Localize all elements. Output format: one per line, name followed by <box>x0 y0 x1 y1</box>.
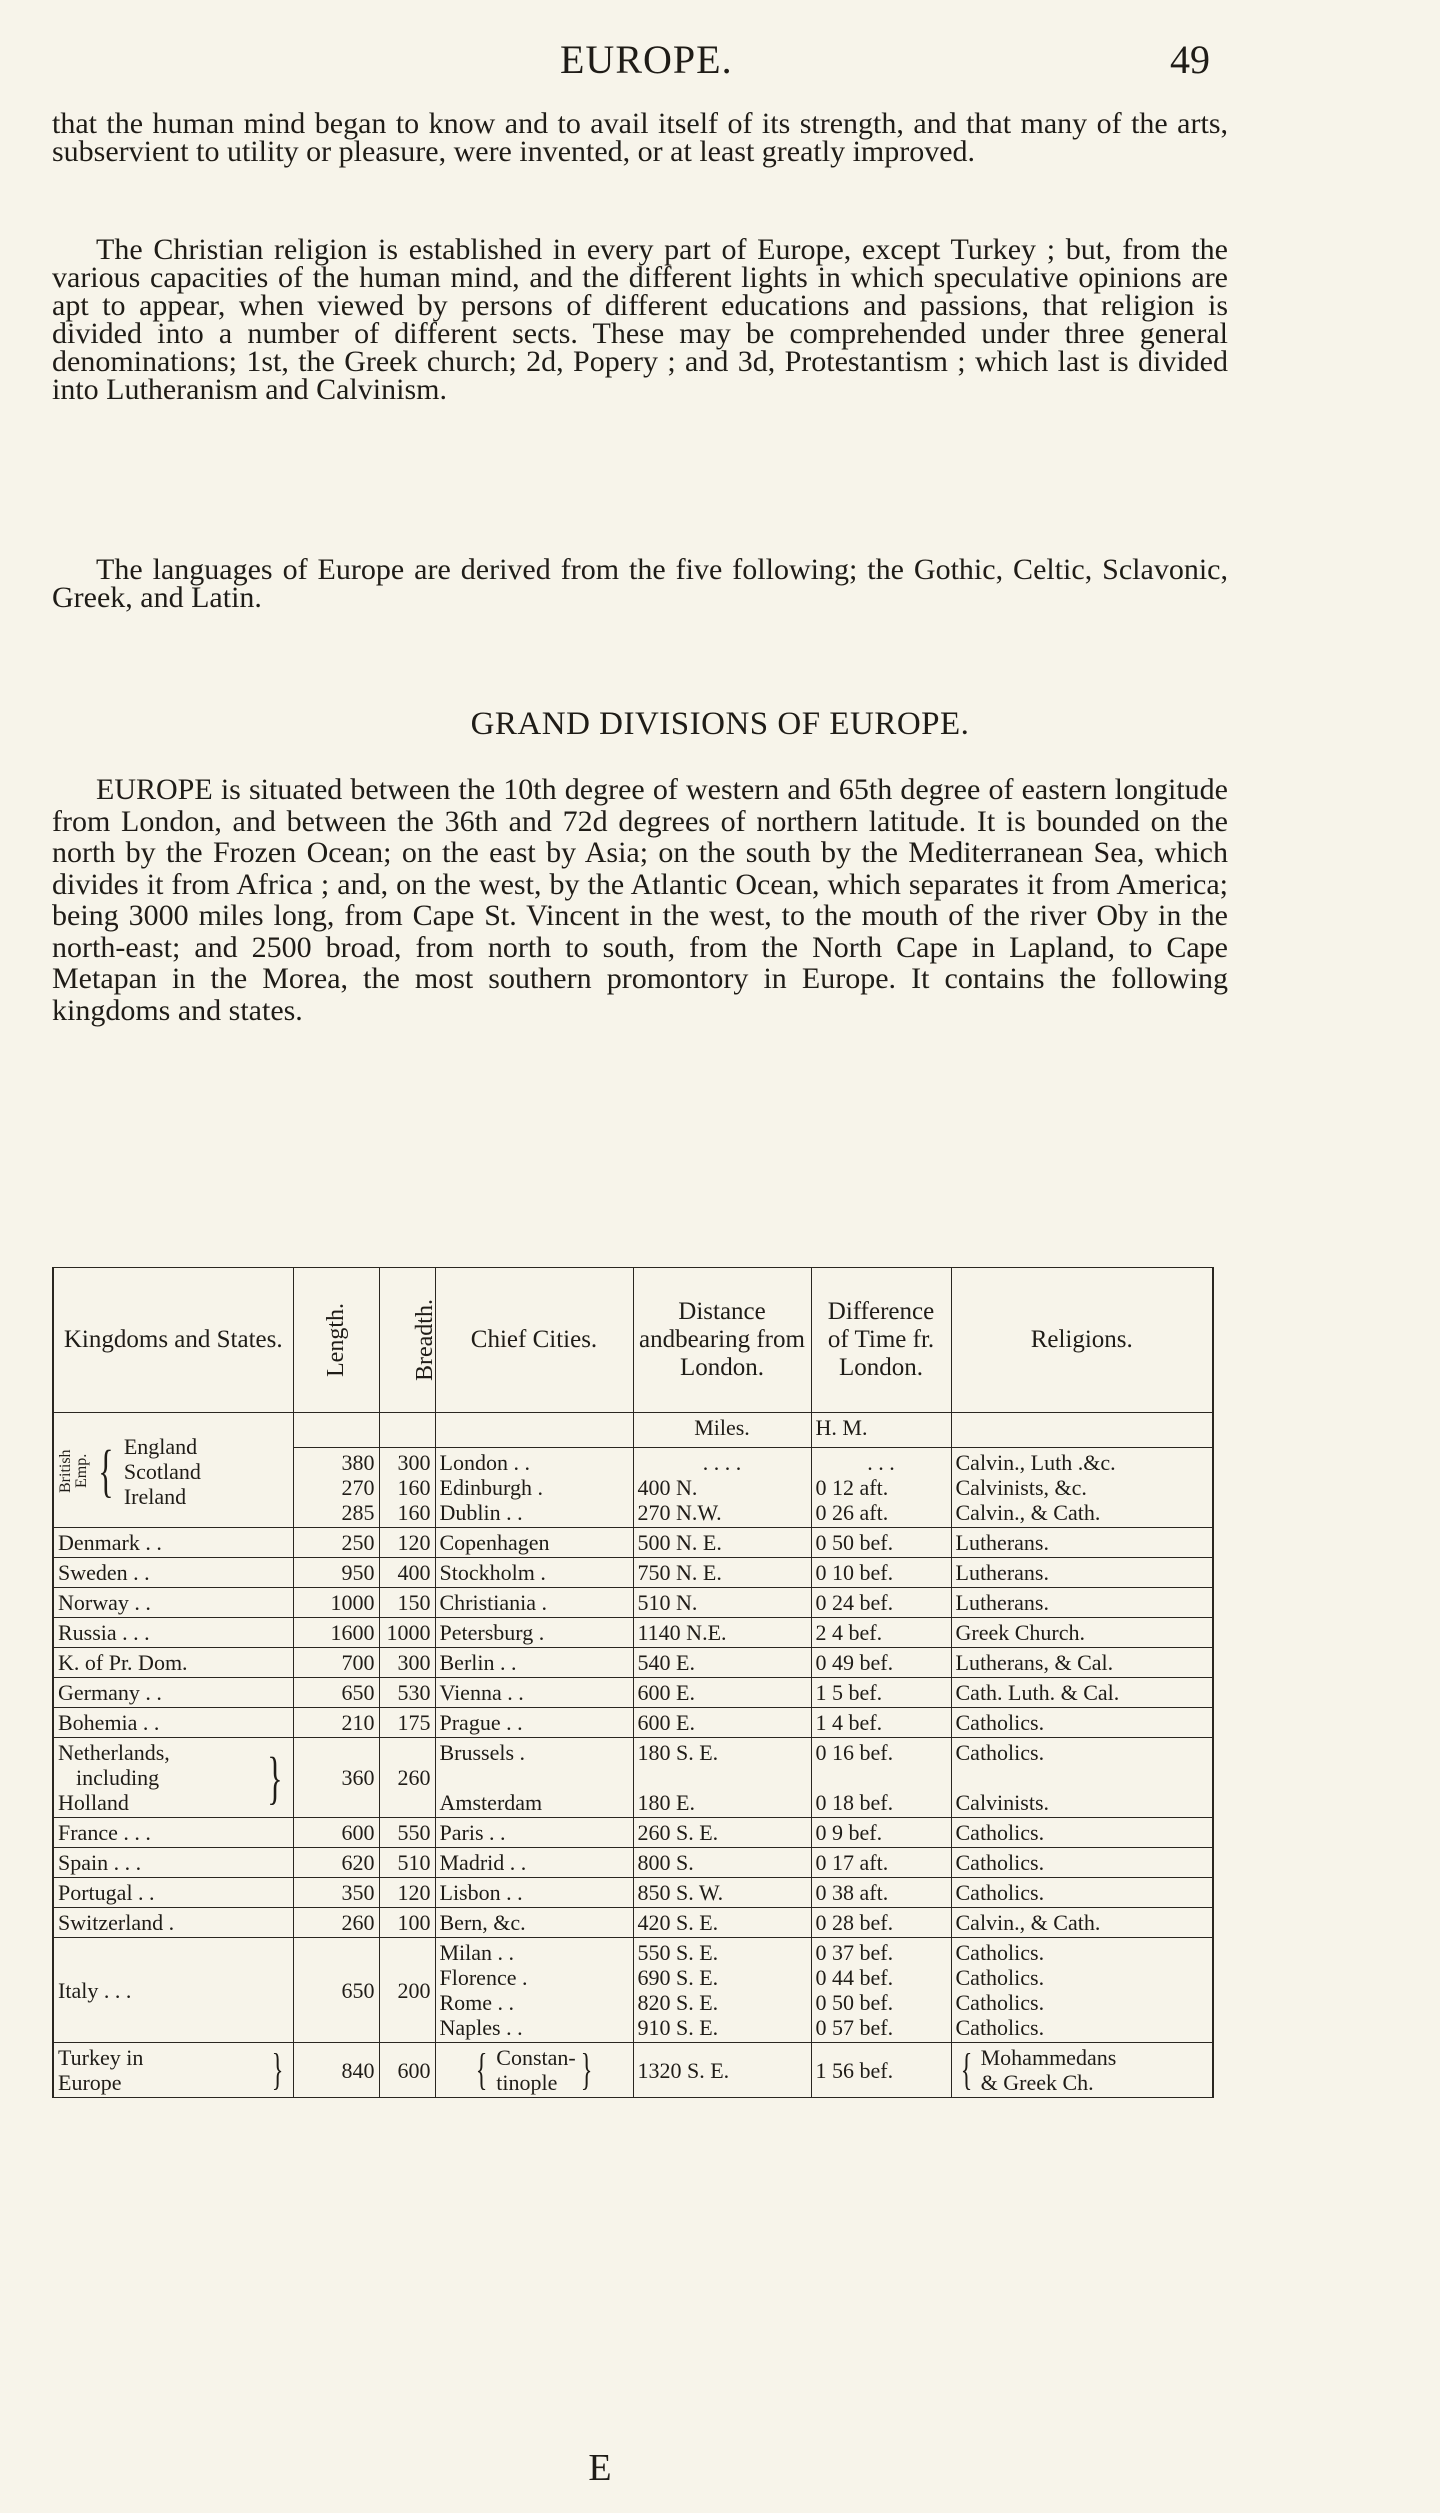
italy-distances <box>633 1938 811 2043</box>
cell-time: 0 12 aft. <box>815 1475 889 1500</box>
time-list <box>816 1740 947 1815</box>
cell-distance: 1320 S. E. <box>633 2043 811 2098</box>
cell-breadth: 530 <box>379 1678 435 1708</box>
cell-state-turkey <box>53 2043 293 2098</box>
table-row-turkey <box>53 2043 1213 2098</box>
cell-breadth: 300 <box>379 1648 435 1678</box>
table-row <box>53 1558 1213 1588</box>
cell-religion: Catholics. <box>951 1818 1213 1848</box>
units-distance: Miles. <box>633 1413 811 1448</box>
units-breadth <box>379 1413 435 1448</box>
cell-distance: 1140 N.E. <box>633 1618 811 1648</box>
table-row <box>53 1648 1213 1678</box>
cell-religion: Cath. Luth. & Cal. <box>951 1678 1213 1708</box>
british-label <box>58 1436 90 1506</box>
cell-city: Florence . <box>439 1965 528 1990</box>
italy-times <box>811 1938 951 2043</box>
cell-time: 1 4 bef. <box>811 1708 951 1738</box>
cell-breadth: 100 <box>379 1908 435 1938</box>
cell-state: K. of Pr. Dom. <box>53 1648 293 1678</box>
cell-breadth: 150 <box>379 1588 435 1618</box>
netherlands-cities <box>435 1738 633 1818</box>
cell-length: 650 <box>293 1938 379 2043</box>
paragraph-2: The Christian religion is established in every part of Europe, except Turkey ; but, from the various capacities of the human mind, and the different lights in which speculative opinions are apt to appear, when viewed by persons of different educations and passions, that religion is divided into a number of different sects. These may be comprehended under three general denominations; 1st, the Greek church; 2d, Popery ; and 3d, Protestantism ; which last is divided into Lutheranism and Calvinism. <box>52 233 1228 406</box>
british-times <box>811 1448 951 1528</box>
cell-religion: Calvin., Luth .&c. <box>955 1450 1116 1475</box>
divisions-table-container <box>52 1267 1212 2098</box>
netherlands-distances <box>633 1738 811 1818</box>
cell-breadth: 175 <box>379 1708 435 1738</box>
page-number: 49 <box>1170 37 1210 82</box>
cell-distance: 540 E. <box>633 1648 811 1678</box>
cell-time: 0 24 bef. <box>811 1588 951 1618</box>
table-row-italy <box>53 1938 1213 2043</box>
cell-distance: 550 S. E. <box>637 1940 719 1965</box>
british-states <box>124 1434 201 1509</box>
cell-distance: 910 S. E. <box>637 2015 719 2040</box>
city-line: Constan- <box>496 2045 576 2070</box>
turkey-religion-group <box>956 2045 1209 2095</box>
running-title: EUROPE. <box>560 37 733 82</box>
cell-city: Madrid . . <box>435 1848 633 1878</box>
right-brace-icon: } <box>580 2045 593 2094</box>
header-breadth <box>379 1268 438 1413</box>
cell-city: Rome . . <box>439 1990 515 2015</box>
cell-time: 1 56 bef. <box>811 2043 951 2098</box>
cell-religion: Catholics. <box>951 1708 1213 1738</box>
paragraph-4: EUROPE is situated between the 10th degree of western and 65th degree of eastern longitude from London, and between the 36th and 72d degrees of northern latitude. It is bounded on the north by the Frozen Ocean; on the east by Asia; on the south by the Mediterranean Sea, which divides it from Africa ; and, on the west, by the Atlantic Ocean, which separates it from America; being 3000 miles long, from Cape St. Vincent in the west, to the mouth of the river Oby in the north-east; and 2500 broad, from north to south, from the North Cape in Lapland, to Cape Metapan in the Morea, the most southern promontory in Europe. It contains the following kingdoms and states. <box>52 773 1228 1027</box>
cell-city: Brussels . <box>439 1740 526 1765</box>
cell-city: Berlin . . <box>435 1648 633 1678</box>
cell-state: Bohemia . . <box>53 1708 293 1738</box>
cell-breadth: 1000 <box>379 1618 435 1648</box>
netherlands-line: Netherlands, <box>58 1740 170 1765</box>
spacer <box>440 1765 629 1790</box>
cell-state-netherlands <box>53 1738 293 1818</box>
british-religions <box>951 1448 1213 1528</box>
cell-city: Amsterdam <box>439 1790 543 1815</box>
cell-state: Germany . . <box>53 1678 293 1708</box>
cell-breadth: 400 <box>379 1558 435 1588</box>
cell-city: Prague . . <box>435 1708 633 1738</box>
paragraph-3: The languages of Europe are derived from the five following; the Gothic, Celtic, Sclavonic, Greek, and Latin. <box>52 553 1228 614</box>
cell-city: London . . <box>439 1450 530 1475</box>
cell-length: 650 <box>293 1678 379 1708</box>
cell-breadth: 200 <box>379 1938 435 2043</box>
cell-length: 1600 <box>293 1618 379 1648</box>
table-row <box>53 1528 1213 1558</box>
cell-length: 210 <box>293 1708 379 1738</box>
constantinople-group <box>440 2045 629 2095</box>
cell-religion: Catholics. <box>951 1848 1213 1878</box>
cell-length: 360 <box>293 1738 379 1818</box>
cell-city: Milan . . <box>439 1940 515 1965</box>
cell-length: 380 <box>341 1450 375 1475</box>
cell-breadth: 160 <box>397 1475 431 1500</box>
spacer <box>956 1765 1209 1790</box>
cell-distance: 850 S. W. <box>633 1878 811 1908</box>
netherlands-times <box>811 1738 951 1818</box>
cell-city: Lisbon . . <box>435 1878 633 1908</box>
cell-breadth: 160 <box>397 1500 431 1525</box>
cell-distance: 600 E. <box>633 1678 811 1708</box>
cell-time: 0 50 bef. <box>811 1528 951 1558</box>
header-distance: Distance andbearing from London. <box>633 1268 811 1413</box>
header-length <box>293 1268 379 1413</box>
paragraph-1: that the human mind began to know and to avail itself of its strength, and that many of the arts, subservient to utility or pleasure, were invented, or at least greatly improved. <box>52 107 1228 168</box>
british-label-top: British <box>57 1449 74 1493</box>
cell-distance: 750 N. E. <box>633 1558 811 1588</box>
cell-length: 260 <box>293 1908 379 1938</box>
state-england: England <box>123 1433 198 1459</box>
cell-city: Petersburg . <box>435 1618 633 1648</box>
cell-religion: Greek Church. <box>951 1618 1213 1648</box>
netherlands-line: including <box>76 1765 160 1790</box>
religion-line: & Greek Ch. <box>980 2070 1094 2095</box>
cell-religion: Catholics. <box>955 2015 1045 2040</box>
cell-state: Italy . . . <box>53 1938 293 2043</box>
religion-list <box>956 1740 1209 1815</box>
cell-city-turkey <box>435 2043 633 2098</box>
cell-state: Sweden . . <box>53 1558 293 1588</box>
cell-city: Dublin . . <box>439 1500 523 1525</box>
header-difference: Difference of Time fr. London. <box>811 1268 951 1413</box>
right-brace-icon: } <box>266 1744 283 1810</box>
cell-state: Spain . . . <box>53 1848 293 1878</box>
turkey-group <box>58 2045 289 2095</box>
spacer <box>638 1765 807 1790</box>
cell-time: 0 57 bef. <box>815 2015 894 2040</box>
italy-religions <box>951 1938 1213 2043</box>
cell-distance: 600 E. <box>633 1708 811 1738</box>
cell-city: Naples . . <box>439 2015 523 2040</box>
distance-list <box>638 1740 807 1815</box>
cell-religion: Calvin., & Cath. <box>951 1908 1213 1938</box>
table-row <box>53 1848 1213 1878</box>
units-cities <box>435 1413 633 1448</box>
left-brace-icon: { <box>475 2045 488 2094</box>
cell-time: 0 37 bef. <box>815 1940 894 1965</box>
cell-breadth: 510 <box>379 1848 435 1878</box>
cell-length: 350 <box>293 1878 379 1908</box>
cell-religion: Catholics. <box>955 1965 1045 1990</box>
cell-religion: Catholics. <box>955 1940 1045 1965</box>
state-ireland: Ireland <box>123 1483 187 1509</box>
cell-city: Bern, &c. <box>435 1908 633 1938</box>
italy-cities <box>435 1938 633 2043</box>
cell-breadth: 300 <box>397 1450 431 1475</box>
cell-state: Portugal . . <box>53 1878 293 1908</box>
cell-distance: 180 E. <box>637 1790 695 1815</box>
netherlands-group <box>58 1740 289 1815</box>
cell-city: Paris . . <box>435 1818 633 1848</box>
cell-time: 0 26 aft. <box>815 1500 889 1525</box>
cell-time: 0 44 bef. <box>815 1965 894 1990</box>
table-row <box>53 1818 1213 1848</box>
netherlands-religions <box>951 1738 1213 1818</box>
state-scotland: Scotland <box>123 1458 201 1484</box>
header-cities: Chief Cities. <box>435 1268 633 1413</box>
cell-religion-turkey <box>951 2043 1213 2098</box>
cell-distance: 420 S. E. <box>633 1908 811 1938</box>
cell-state: Switzerland . <box>53 1908 293 1938</box>
cell-length: 285 <box>341 1500 375 1525</box>
cell-time: 0 18 bef. <box>815 1790 894 1815</box>
units-religions <box>951 1413 1213 1448</box>
religion-line: Mohammedans <box>980 2045 1117 2070</box>
cell-time: 0 50 bef. <box>815 1990 894 2015</box>
table-row <box>53 1708 1213 1738</box>
cell-religion: Catholics. <box>955 1740 1045 1765</box>
section-heading: GRAND DIVISIONS OF EUROPE. <box>470 706 970 742</box>
cell-length: 1000 <box>293 1588 379 1618</box>
table-row <box>53 1588 1213 1618</box>
units-row <box>53 1413 1213 1448</box>
cell-religion: Lutherans. <box>951 1528 1213 1558</box>
cell-distance: 270 N.W. <box>637 1500 722 1525</box>
cell-time: . . . <box>867 1450 895 1475</box>
cell-breadth: 600 <box>379 2043 435 2098</box>
cell-time: 0 10 bef. <box>811 1558 951 1588</box>
netherlands-lines <box>58 1740 261 1815</box>
cell-state: France . . . <box>53 1818 293 1848</box>
cell-length: 950 <box>293 1558 379 1588</box>
netherlands-line: Holland <box>58 1790 129 1815</box>
cell-city: Stockholm . <box>435 1558 633 1588</box>
british-breadth <box>379 1448 435 1528</box>
cell-time: 0 28 bef. <box>811 1908 951 1938</box>
units-length <box>293 1413 379 1448</box>
cell-time: 0 16 bef. <box>815 1740 894 1765</box>
cell-breadth: 260 <box>379 1738 435 1818</box>
cell-length: 600 <box>293 1818 379 1848</box>
cell-length: 270 <box>341 1475 375 1500</box>
cell-city: Christiania . <box>435 1588 633 1618</box>
cell-time: 0 9 bef. <box>811 1818 951 1848</box>
cell-religion: Lutherans. <box>951 1558 1213 1588</box>
cell-city: Copenhagen <box>435 1528 633 1558</box>
cell-distance: 500 N. E. <box>633 1528 811 1558</box>
british-distances <box>633 1448 811 1528</box>
right-brace-icon: } <box>272 2045 284 2094</box>
cell-time: 2 4 bef. <box>811 1618 951 1648</box>
header-religions: Religions. <box>951 1268 1213 1413</box>
table-row <box>53 1878 1213 1908</box>
british-label-bottom: Emp. <box>73 1453 90 1489</box>
cell-distance: . . . . <box>702 1450 742 1475</box>
left-brace-icon: { <box>960 2045 972 2094</box>
page-header <box>0 36 1440 86</box>
cell-state: Russia . . . <box>53 1618 293 1648</box>
left-brace-icon: { <box>98 1438 114 1503</box>
british-length <box>293 1448 379 1528</box>
cell-breadth: 550 <box>379 1818 435 1848</box>
cell-time: 1 5 bef. <box>811 1678 951 1708</box>
constantinople-lines <box>496 2045 575 2095</box>
city-line: tinople <box>496 2070 558 2095</box>
turkey-lines <box>58 2045 267 2095</box>
cell-religion: Calvinists. <box>955 1790 1050 1815</box>
cell-distance: 400 N. <box>637 1475 698 1500</box>
cell-time: 0 17 aft. <box>811 1848 951 1878</box>
cell-religion: Calvinists, &c. <box>955 1475 1087 1500</box>
cell-length: 250 <box>293 1528 379 1558</box>
cell-distance: 180 S. E. <box>637 1740 719 1765</box>
cell-breadth: 120 <box>379 1878 435 1908</box>
turkey-line: Turkey in <box>58 2045 144 2070</box>
header-kingdoms: Kingdoms and States. <box>53 1268 293 1413</box>
cell-length: 840 <box>293 2043 379 2098</box>
cell-religion: Calvin., & Cath. <box>955 1500 1101 1525</box>
british-cities <box>435 1448 633 1528</box>
units-difference: H. M. <box>811 1413 951 1448</box>
cell-time: 0 49 bef. <box>811 1648 951 1678</box>
signature-mark: E <box>588 2447 612 2489</box>
cell-distance: 510 N. <box>633 1588 811 1618</box>
cell-distance: 800 S. <box>633 1848 811 1878</box>
british-empire-cell <box>53 1413 293 1528</box>
cell-city: Edinburgh . <box>439 1475 543 1500</box>
table-row <box>53 1908 1213 1938</box>
header-breadth-label: Breadth. <box>411 1299 438 1381</box>
table-row <box>53 1678 1213 1708</box>
cell-distance: 820 S. E. <box>637 1990 719 2015</box>
turkey-line: Europe <box>58 2070 122 2095</box>
cell-distance: 690 S. E. <box>637 1965 719 1990</box>
british-empire-group <box>58 1434 289 1509</box>
city-list <box>440 1740 629 1815</box>
cell-state: Norway . . <box>53 1588 293 1618</box>
cell-length: 700 <box>293 1648 379 1678</box>
table-row-netherlands <box>53 1738 1213 1818</box>
cell-distance: 260 S. E. <box>633 1818 811 1848</box>
spacer <box>816 1765 947 1790</box>
header-length-label: Length. <box>322 1303 349 1377</box>
cell-state: Denmark . . <box>53 1528 293 1558</box>
table-header-row <box>53 1268 1213 1413</box>
cell-time: 0 38 aft. <box>811 1878 951 1908</box>
cell-city: Vienna . . <box>435 1678 633 1708</box>
cell-breadth: 120 <box>379 1528 435 1558</box>
cell-length: 620 <box>293 1848 379 1878</box>
cell-religion: Lutherans. <box>951 1588 1213 1618</box>
cell-religion: Lutherans, & Cal. <box>951 1648 1213 1678</box>
turkey-religion-lines <box>981 2045 1117 2095</box>
cell-religion: Catholics. <box>951 1878 1213 1908</box>
cell-religion: Catholics. <box>955 1990 1045 2015</box>
table-row <box>53 1618 1213 1648</box>
divisions-table <box>52 1267 1214 2098</box>
